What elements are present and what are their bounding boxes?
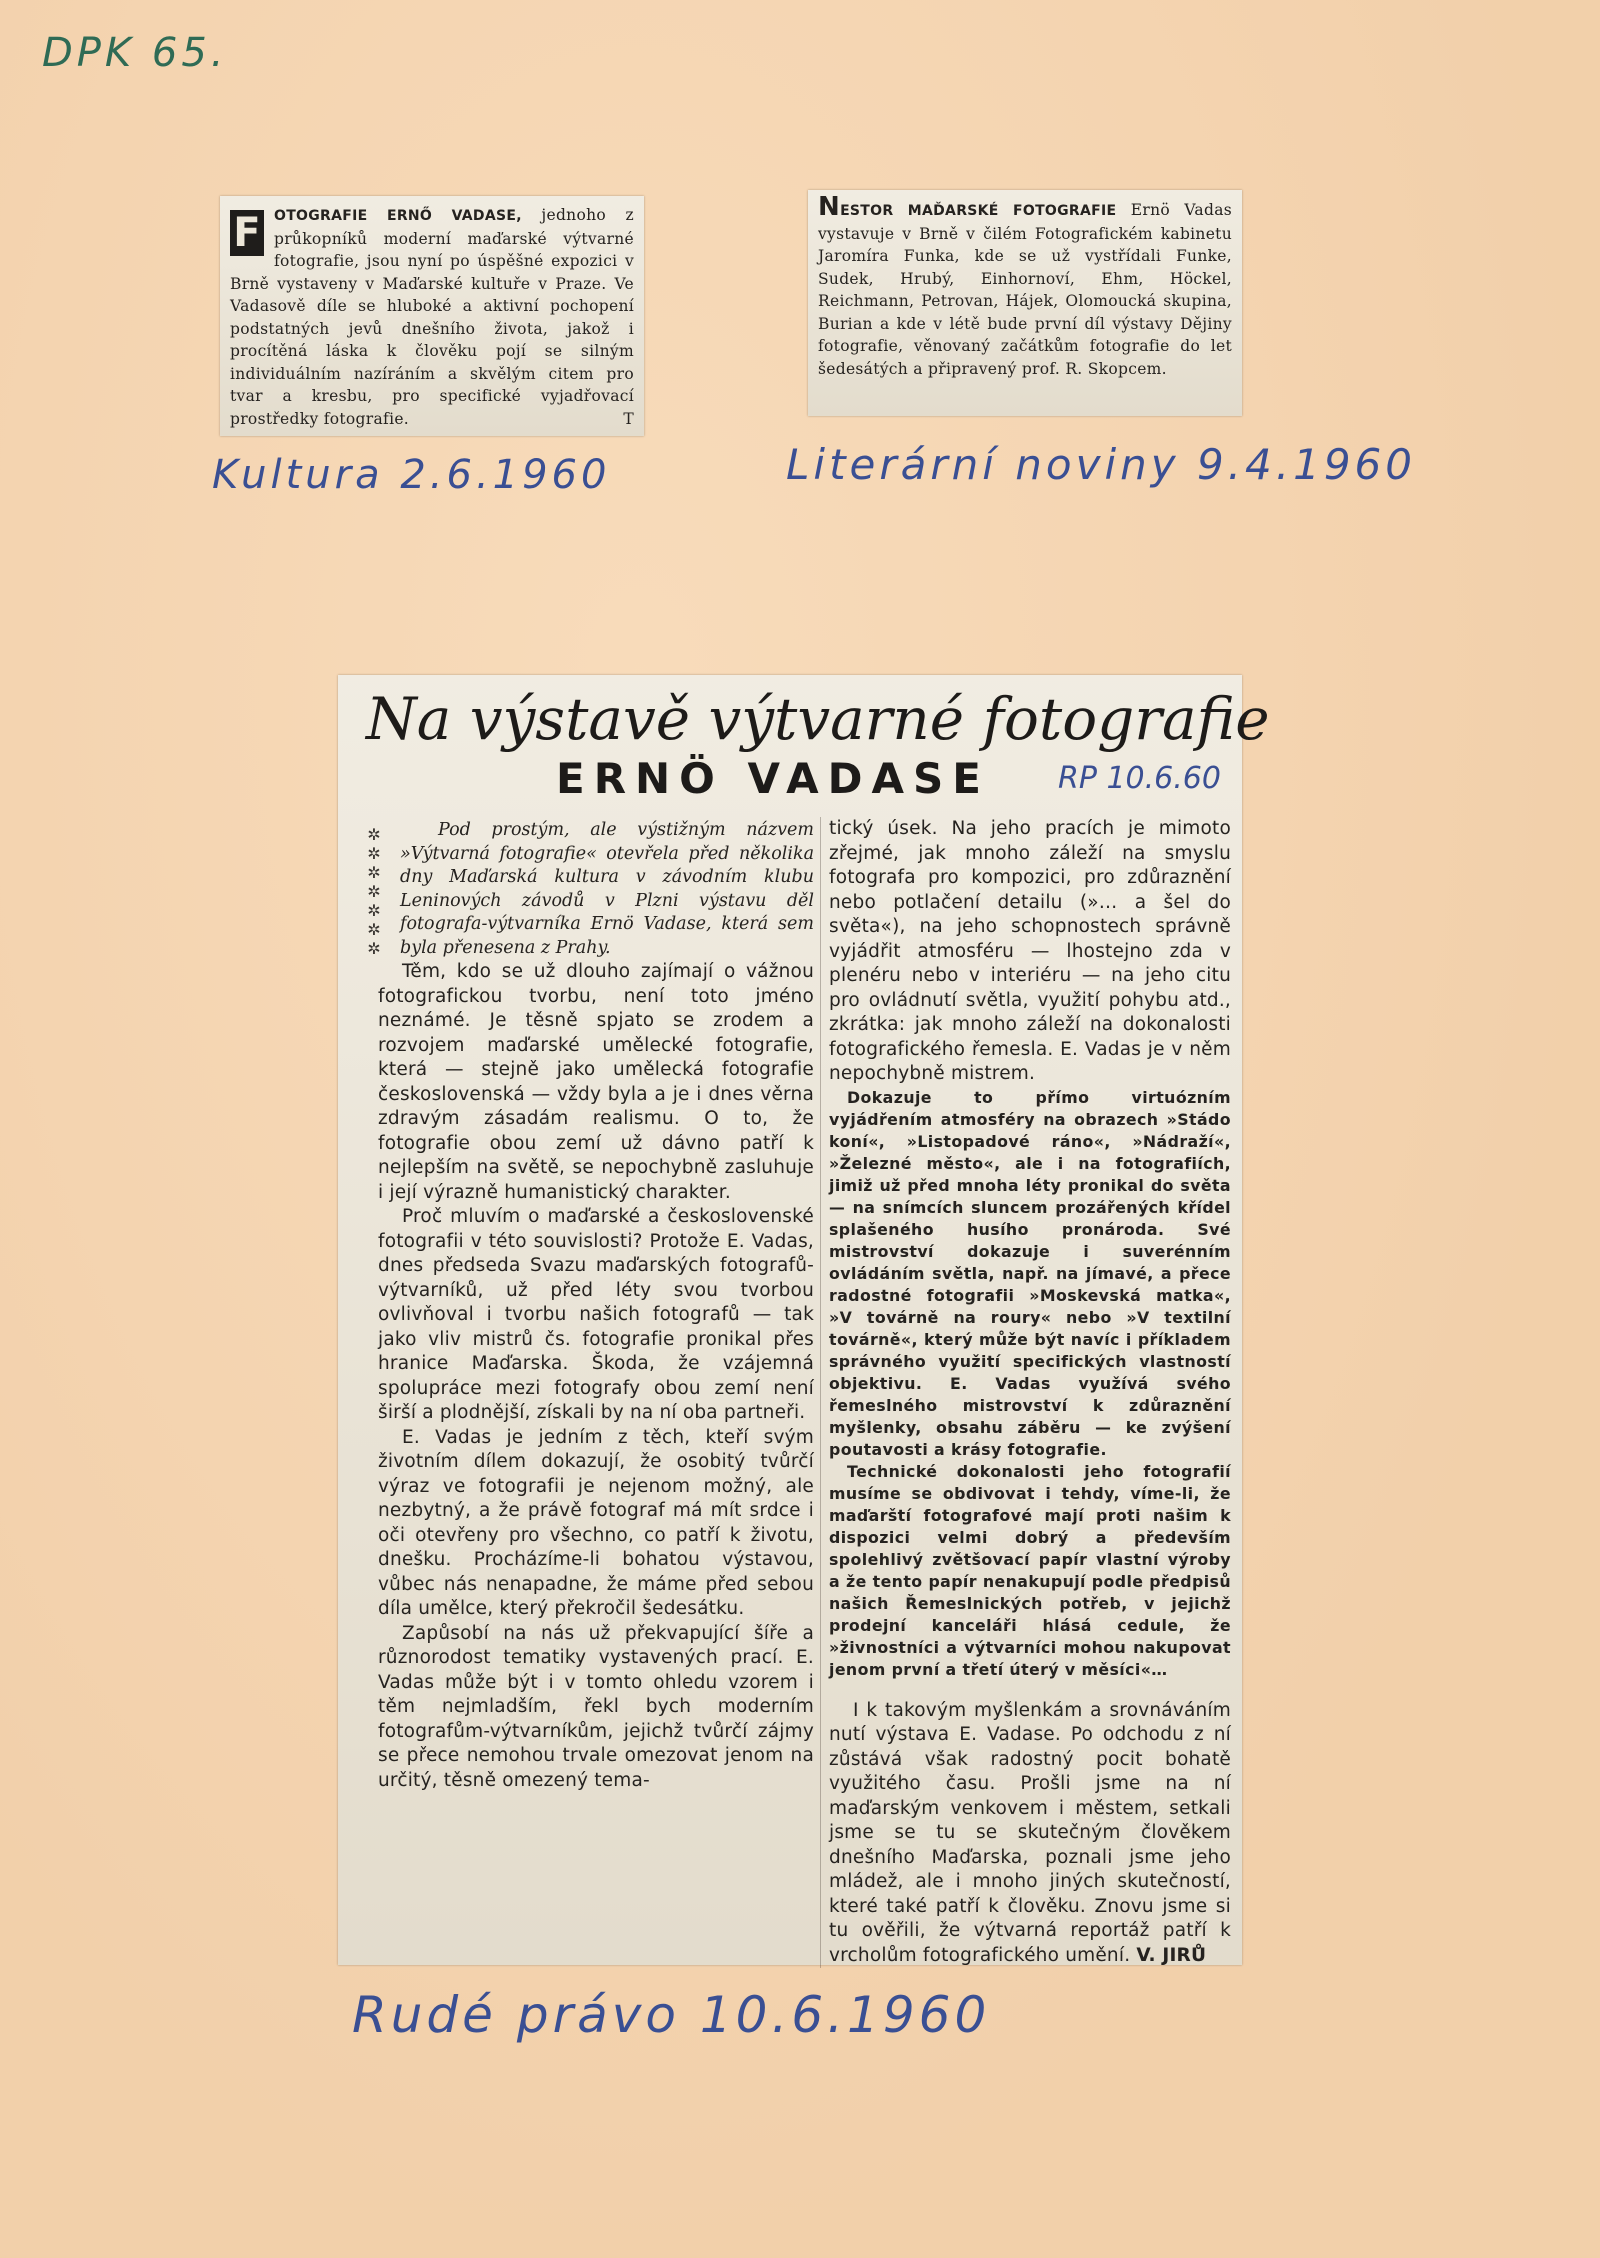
- article-paragraph: E. Vadas je jedním z těch, kteří svým životním dílem dokazují, že osobitý tvůrčí výraz ve fotografii je nejenom možný, ale nezbytný, a že právě fotograf má mít srdce i oči otevřeny pro všechno, co patří k životu, dnešku. Procházíme-li bohatou výstavou, vůbec nás nenapadne, že máme před sebou díla umělce, který překročil šedesátku.: [378, 1426, 814, 1619]
- article-author: V. JIRŮ: [1136, 1944, 1207, 1966]
- literarni-lead: ESTOR MAĎARSKÉ FOTOGRAFIE: [840, 203, 1117, 219]
- decorative-stars: ✲ ✲ ✲ ✲ ✲ ✲ ✲: [367, 825, 381, 958]
- literarni-text: [818, 192, 1232, 380]
- article-column-left: [356, 819, 814, 1793]
- kultura-lead: OTOGRAFIE ERNŐ VADASE,: [274, 208, 522, 224]
- article-paragraph: Těm, kdo se už dlouho zajímají o vážnou fotografickou tvorbu, není toto jméno neznámé. Je těsně spjato se zrodem a rozvojem maďarské umělecké fotografie, která — stejně jako umělecká fotografie československá — vždy byla a je i dnes věrna zdravým zásadám realismu. O to, že fotografie obou zemí už dávno patří k nejlepším na světě, se nepochybně zasluhuje i její výrazně humanistický charakter.: [378, 961, 814, 1203]
- article-subhead: ERNÖ VADASE: [556, 754, 990, 803]
- article-column-right: [820, 817, 1231, 1968]
- clipping-literarni-noviny: [808, 190, 1242, 416]
- kultura-date-annotation: Kultura 2.6.1960: [212, 452, 611, 498]
- article-paragraph: Proč mluvím o maďarské a československé fotografii v této souvislosti? Protože E. Vadas, dnes předseda Svazu maďarských fotografů-výtvarníků, už před léty svou tvorbou ovlivňoval i tvorbu našich fotografů — tak jako vliv mistrů čs. fotografie pronikal přes hranice Maďarska. Škoda, že vzájemná spolupráce mezi fotografy obou zemí není širší a plodnější, získali by na ní oba partneři.: [378, 1206, 814, 1423]
- article-bold-paragraph: Technické dokonalosti jeho fotografií musíme se obdivovat i tehdy, víme-li, že maďarští fotografové mají proti našim k dispozici velmi dobrý a především spolehlivý zvětšovací papír vlastní výroby a že tento papír nenakupují podle předpisů našich Řemeslnických potřeb, v jejichž prodejní kanceláři hlásá cedule, že »živnostníci a výtvarníci mohou nakupovat jenom první a třetí úterý v měsíci«…: [829, 1461, 1231, 1679]
- kultura-signature: T: [623, 409, 634, 428]
- clip-handwritten-note: RP 10.6.60: [1058, 761, 1221, 796]
- drop-cap: F: [230, 210, 264, 256]
- clipping-kultura: [220, 196, 644, 436]
- literarni-body: Ernö Vadas vystavuje v Brně v čilém Fotografickém kabinetu Jaromíra Funka, kde se už vystřídali Funke, Sudek, Hrubý, Einhornoví, Ehm, Höckel, Reichmann, Petrovan, Hájek, Olomoucká skupina, Burian a kde v létě bude první díl výstavy Dějiny fotografie, věnovaný začátkům fotografie do let šedesátých a připravený prof. R. Skopcem.: [818, 201, 1232, 378]
- article-bold-paragraph: Dokazuje to přímo virtuózním vyjádřením atmosféry na obrazech »Stádo koní«, »Listopadové ráno«, »Nádraží«, »Železné město«, ale i na fotografiích, jimiž už před mnoha léty pronikal do světa — na snímcích sluncem prozářených křídel splašeného husího pronároda. Své mistrovství dokazuje i suverénním ovládáním světla, např. na jímavé, a přece radostné fotografii »Moskevská matka«, »V továrně na roury« nebo »V textilní továrně«, který může být navíc i příkladem správného využití specifických vlastností objektivu. E. Vadas využívá svého řemeslného mistrovství k zdůraznění myšlenky, obsahu záběru — ke zvýšení poutavosti a krásy fotografie.: [829, 1087, 1231, 1459]
- article-paragraph: Zapůsobí na nás už překvapující šíře a různorodost tematiky vystavených prací. E. Vadas může být i v tomto ohledu vzorem i těm nejmladším, řekl bych moderním fotografům-výtvarníkům, jejichž tvůrčí zájmy se přece nemohou trvale omezovat jenom na určitý, těsně omezený tema-: [378, 1622, 814, 1791]
- article-lead-block: [356, 819, 814, 960]
- article-lead: Pod prostým, ale výstižným názvem »Výtvarná fotografie« otevřela před několika dny Maďarská kultura v závodním klubu Leninových závodů v Plzni výstavu děl fotografa-výtvarníka Ernö Vadase, která sem byla přenesena z Prahy.: [400, 820, 814, 958]
- kultura-text: [230, 204, 634, 430]
- archive-mark: DPK 65.: [42, 30, 228, 76]
- clipping-rude-pravo: [338, 675, 1270, 1966]
- rude-pravo-date-annotation: Rudé právo 10.6.1960: [352, 1986, 991, 2044]
- article-closing-text: I k takovým myšlenkám a srovnáváním nutí výstava E. Vadase. Po odchodu z ní zůstává však radostný pocit bohatě využitého času. Prošli jsme na ní maďarským venkovem i městem, setkali jsme se tu se skutečným člověkem dnešního Maďarska, poznali jsme jeho mládež, ale i mnoho jiných skutečností, které také patří k člověku. Znovu jsme si tu ověřili, že výtvarná reportáž patří k vrcholům fotografického umění.: [829, 1699, 1231, 1966]
- article-paragraph: tický úsek. Na jeho pracích je mimoto zřejmé, jak mnoho záleží na smyslu fotografa pro kompozici, pro zdůraznění nebo potlačení detailu (»… a šel do světa«), na jeho schopnostech správně vyjádřit atmosféru — lhostejno zda v plenéru nebo v interiéru — na jeho citu pro ovládnutí světla, využití pohybu atd., zkrátka: jak mnoho záleží na dokonalosti fotografického řemesla. E. Vadas je v něm nepochybně mistrem.: [829, 818, 1231, 1084]
- literarni-date-annotation: Literární noviny 9.4.1960: [786, 440, 1416, 489]
- literarni-initial: N: [818, 192, 841, 222]
- article-headline: Na výstavě výtvarné fotografie: [366, 685, 1270, 753]
- kultura-body: jednoho z průkopníků moderní maďarské výtvarné fotografie, jsou nyní po úspěšné expozici v Brně vystaveny v Maďarské kultuře v Praze. Ve Vadasově díle se hluboké a aktivní pochopení podstatných jevů dnešního života, jakož i procítěná láska k člověku pojí se silným individuálním nazíráním a skvělým citem pro tvar a kresbu, pro specifické vyjadřovací prostředky fotografie.: [230, 206, 634, 428]
- article-paragraph: [829, 1699, 1231, 1969]
